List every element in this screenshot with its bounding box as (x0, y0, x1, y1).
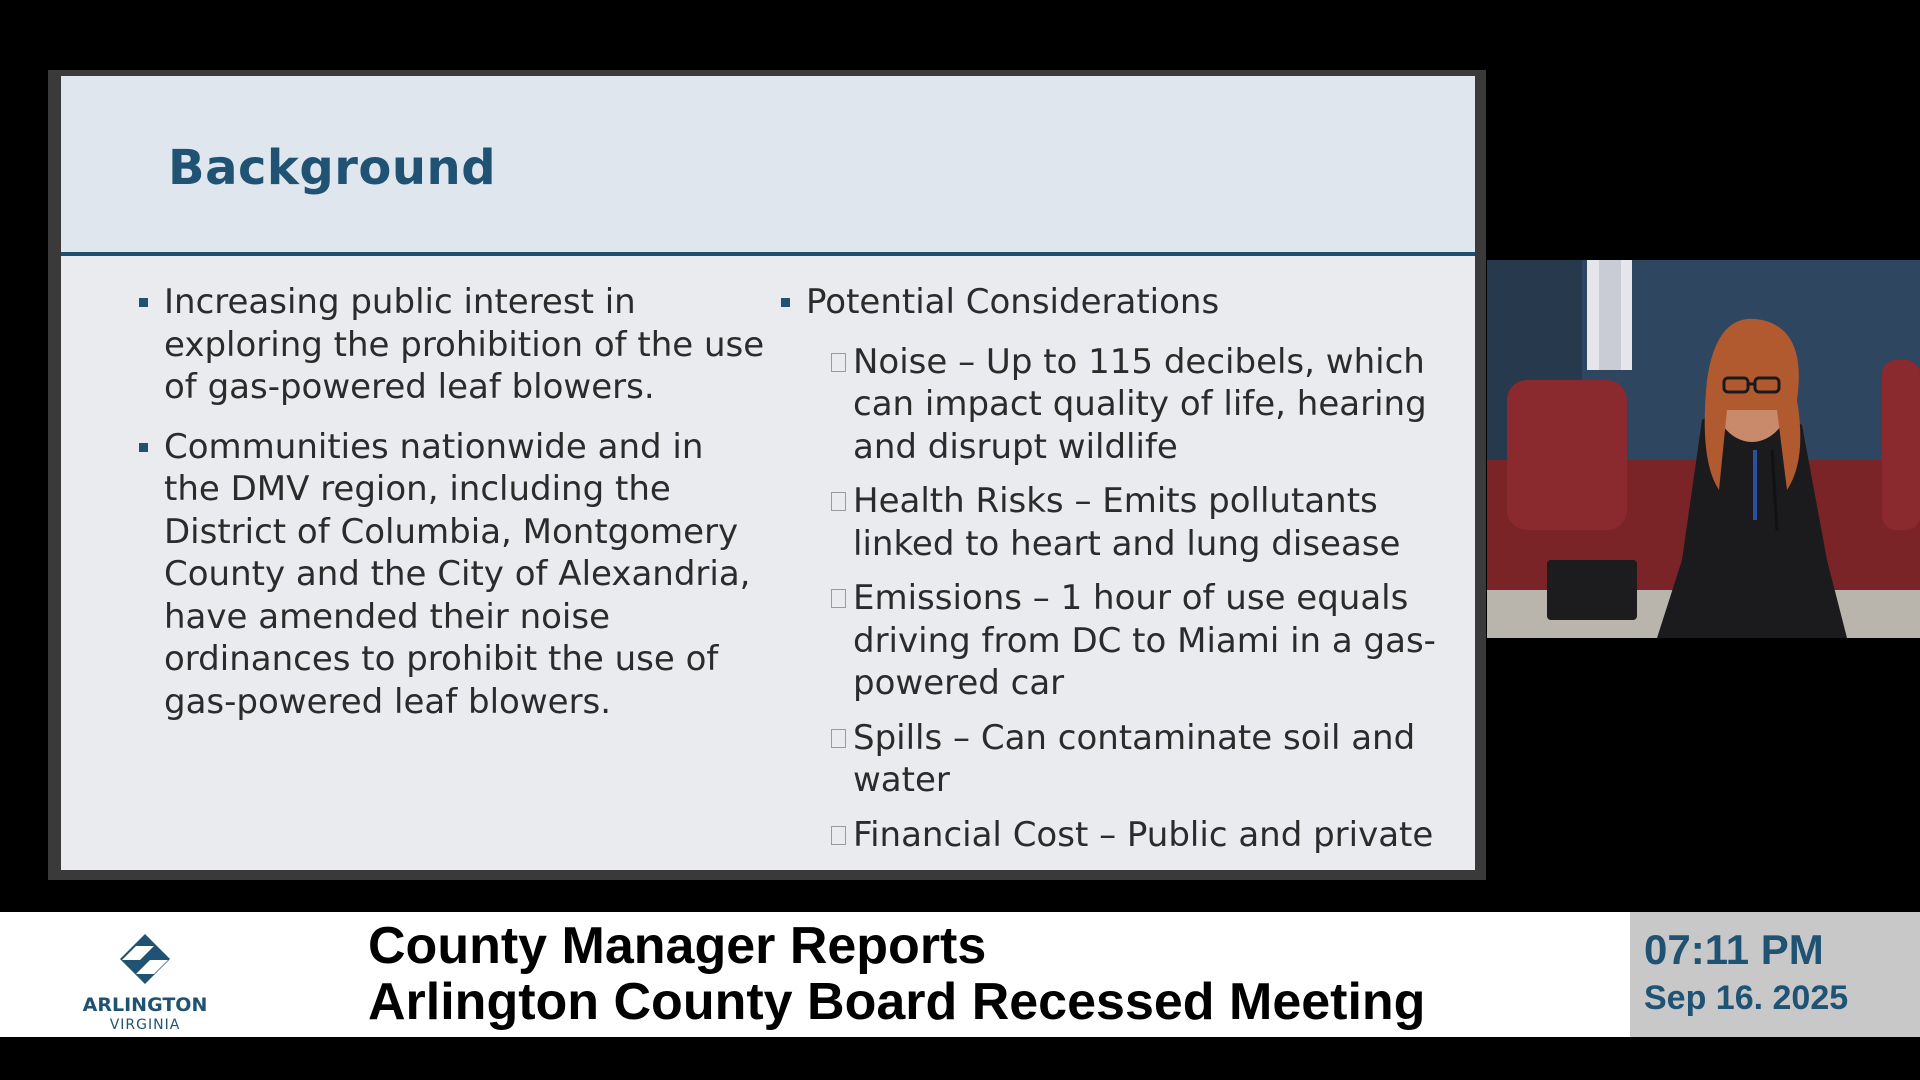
bullet-item (137, 281, 767, 409)
checkbox-glyph-icon (831, 729, 846, 748)
program-title: County Manager Reports (368, 917, 987, 975)
checkbox-glyph-icon (831, 353, 846, 372)
bullet-text: Increasing public interest in exploring the prohibition of the use of gas-powered leaf blowers. (164, 282, 765, 407)
logo-name: ARLINGTON (82, 994, 208, 1016)
left-column (137, 281, 767, 740)
considerations-list (831, 341, 1475, 857)
considerations-heading: Potential Considerations (806, 282, 1220, 322)
bullet-item (779, 281, 1475, 324)
square-bullet-icon (139, 298, 148, 307)
date-display: Sep 16. 2025 (1644, 979, 1849, 1017)
arlington-diamond-icon (70, 926, 220, 994)
arlington-logo (70, 926, 220, 1033)
consideration-item (831, 717, 1475, 802)
bullet-text: Communities nationwide and in the DMV region, including the District of Columbia, Montgomery County and the City of Alexandria, have amended their noise ordinances to prohibit the use of gas-powered leaf blowers. (164, 426, 751, 722)
letterbox-bar (0, 1037, 1920, 1080)
consideration-item (831, 341, 1475, 469)
right-column (779, 281, 1475, 868)
meeting-title: Arlington County Board Recessed Meeting (368, 973, 1426, 1031)
checkbox-glyph-icon (831, 589, 846, 608)
lower-third-banner (0, 912, 1920, 1037)
consideration-item (831, 814, 1475, 857)
slide-header (61, 76, 1475, 256)
slide-title: Background (168, 140, 497, 196)
square-bullet-icon (139, 443, 148, 452)
checkbox-glyph-icon (831, 492, 846, 511)
presentation-slide (61, 76, 1475, 870)
consideration-text: Spills – Can contaminate soil and water (853, 717, 1416, 800)
bullet-item (137, 426, 767, 724)
consideration-text: Noise – Up to 115 decibels, which can impact quality of life, hearing and disrupt wildlife (853, 341, 1427, 467)
square-bullet-icon (781, 298, 790, 307)
consideration-text: Emissions – 1 hour of use equals driving from DC to Miami in a gas-powered car (853, 578, 1436, 703)
timestamp-panel (1630, 912, 1920, 1037)
checkbox-glyph-icon (831, 826, 846, 845)
time-display: 07:11 PM (1644, 926, 1824, 973)
consideration-item (831, 480, 1475, 565)
logo-subtitle: VIRGINIA (109, 1017, 181, 1033)
consideration-item (831, 577, 1475, 705)
consideration-text: Health Risks – Emits pollutants linked to heart and lung disease (853, 481, 1401, 564)
speaker-video-feed (1487, 260, 1920, 638)
speaker-video-image (1487, 260, 1920, 638)
consideration-text: Financial Cost – Public and private (853, 814, 1434, 855)
